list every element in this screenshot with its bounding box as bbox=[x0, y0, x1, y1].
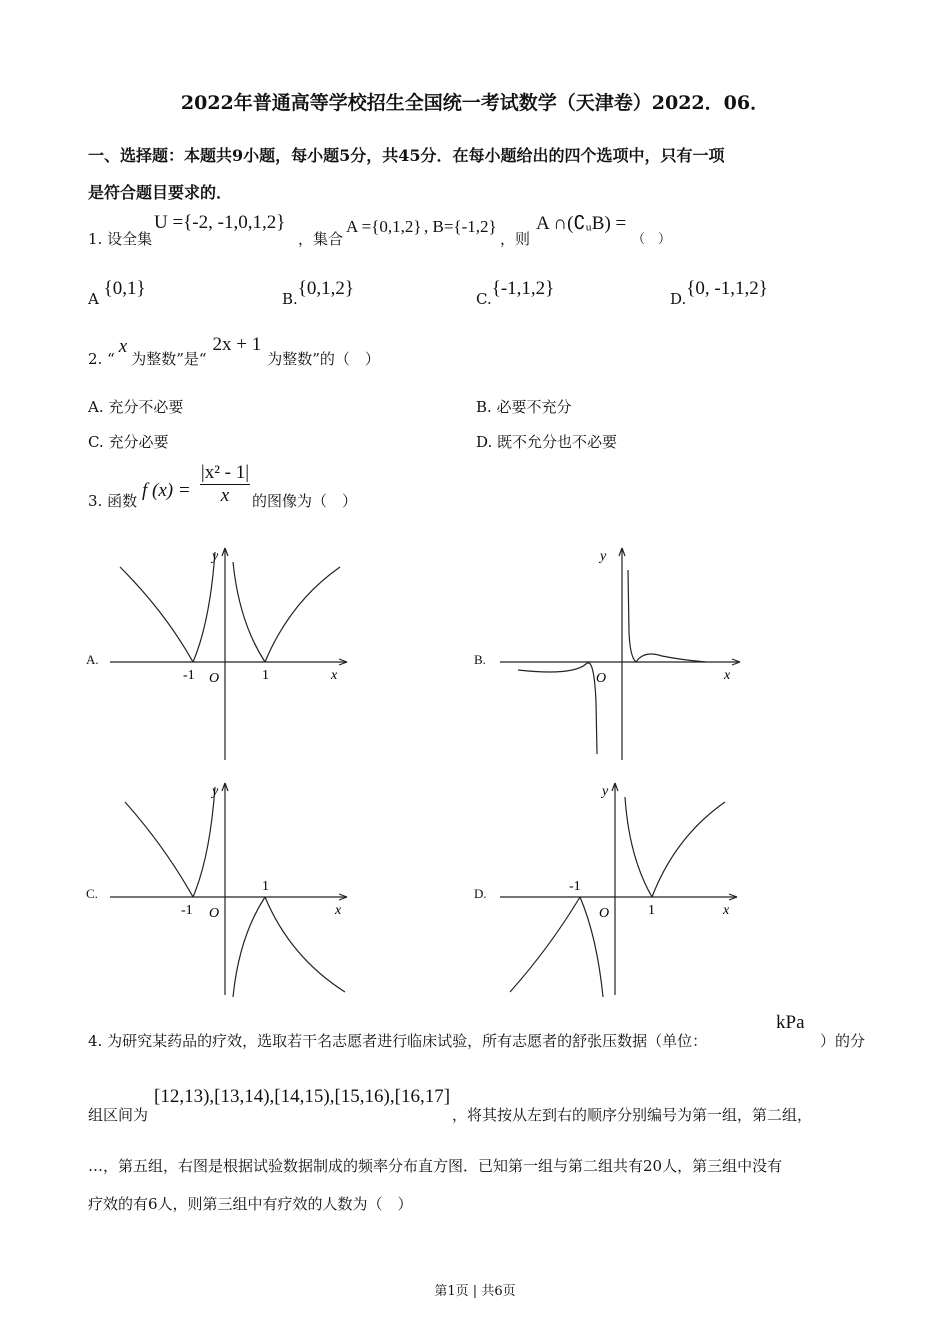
q1-text2: ，则 bbox=[500, 230, 531, 248]
svg-text:x: x bbox=[331, 668, 338, 683]
curve bbox=[233, 562, 265, 662]
q2-option-d: D. 既不允分也不必要 bbox=[476, 433, 618, 451]
svg-text:1: 1 bbox=[262, 879, 269, 894]
graph-b-label: B. bbox=[474, 652, 486, 667]
svg-text:-1: -1 bbox=[183, 668, 195, 683]
q3-denominator: x bbox=[220, 485, 230, 506]
q1-option-a: A {0,1} bbox=[88, 278, 146, 308]
q1-text: ，集合 bbox=[298, 230, 344, 248]
q4-unit: kPa bbox=[776, 1012, 805, 1033]
svg-text:O: O bbox=[599, 906, 610, 921]
curve bbox=[628, 570, 706, 662]
q2-option-b: B. 必要不充分 bbox=[476, 398, 572, 416]
svg-text:1: 1 bbox=[648, 903, 655, 918]
svg-text:O: O bbox=[596, 671, 607, 686]
svg-text:-1: -1 bbox=[569, 879, 581, 894]
q2-option-a: A. 充分不必要 bbox=[88, 398, 184, 416]
q3-lhs: f (x) = bbox=[142, 480, 191, 501]
curve bbox=[120, 567, 193, 662]
q4-line2-post: ，将其按从左到右的顺序分别编号为第一组，第二组， bbox=[452, 1106, 813, 1124]
page-footer: 第1页 | 共6页 bbox=[434, 1284, 516, 1299]
q3-suffix: 的图像为（ ） bbox=[252, 492, 358, 510]
svg-text:x: x bbox=[723, 903, 730, 918]
svg-text:x: x bbox=[335, 903, 342, 918]
svg-text:y: y bbox=[600, 549, 607, 564]
curve bbox=[265, 567, 340, 662]
graph-d-label: D. bbox=[474, 886, 487, 901]
q4-line2-pre: 组区间为 bbox=[88, 1106, 149, 1124]
graph-c bbox=[95, 780, 355, 1000]
curve bbox=[518, 663, 597, 754]
q2-stem: 2. “x为整数”是“2x + 1为整数”的（ ） bbox=[88, 334, 380, 368]
q1-option-d: D.{0, -1,1,2} bbox=[670, 278, 768, 308]
q1-option-b: B.{0,1,2} bbox=[282, 278, 355, 308]
svg-text:y: y bbox=[212, 549, 219, 564]
q1-set-b: , B={-1,2} bbox=[424, 217, 497, 236]
graph-a-label: A. bbox=[86, 652, 99, 667]
svg-text:1: 1 bbox=[262, 668, 269, 683]
section-heading: 一、选择题：本题共9小题，每小题5分，共45分．在每小题给出的四个选项中，只有一项 bbox=[88, 146, 725, 165]
curve bbox=[193, 552, 215, 662]
svg-text:O: O bbox=[209, 906, 220, 921]
q1-answer-blank: （ ） bbox=[632, 232, 672, 247]
q4-line3: …，第五组，右图是根据试验数据制成的频率分布直方图．已知第一组与第二组共有20人，第三组中没有 bbox=[88, 1157, 783, 1175]
q2-option-c: C. 充分必要 bbox=[88, 433, 169, 451]
graph-c-label: C. bbox=[86, 886, 98, 901]
section-heading-cont: 是符合题目要求的． bbox=[88, 183, 233, 202]
graph-b bbox=[492, 545, 752, 765]
q1-prefix: 1. 设全集 bbox=[88, 230, 153, 248]
q4-intervals: [12,13),[13,14),[14,15),[15,16),[16,17] bbox=[154, 1086, 451, 1107]
svg-text:O: O bbox=[209, 671, 220, 686]
q1-set-a: A ={0,1,2} bbox=[346, 217, 422, 236]
graph-d bbox=[485, 780, 745, 1000]
q4-line1: 4. 为研究某药品的疗效，选取若干名志愿者进行临床试验，所有志愿者的舒张压数据（单位： bbox=[88, 1032, 708, 1050]
svg-text:x: x bbox=[724, 668, 731, 683]
q4-line4: 疗效的有6人，则第三组中有疗效的人数为（ ） bbox=[88, 1195, 413, 1213]
q1-set-u: U ={-2, -1,0,1,2} bbox=[154, 212, 286, 233]
q4-line1-end: ）的分 bbox=[820, 1032, 866, 1050]
q1-expression: A ∩(∁ᵤB) = bbox=[536, 213, 627, 234]
q1-option-c: C.{-1,1,2} bbox=[476, 278, 555, 308]
svg-text:-1: -1 bbox=[181, 903, 193, 918]
graph-a bbox=[95, 545, 355, 765]
q3-prefix: 3. 函数 bbox=[88, 492, 138, 510]
svg-text:y: y bbox=[212, 784, 219, 799]
svg-text:y: y bbox=[602, 784, 609, 799]
page-title: 2022年普通高等学校招生全国统一考试数学（天津卷）2022．06． bbox=[180, 92, 770, 114]
q3-fraction bbox=[200, 462, 250, 507]
q3-numerator: |x² - 1| bbox=[200, 462, 250, 483]
